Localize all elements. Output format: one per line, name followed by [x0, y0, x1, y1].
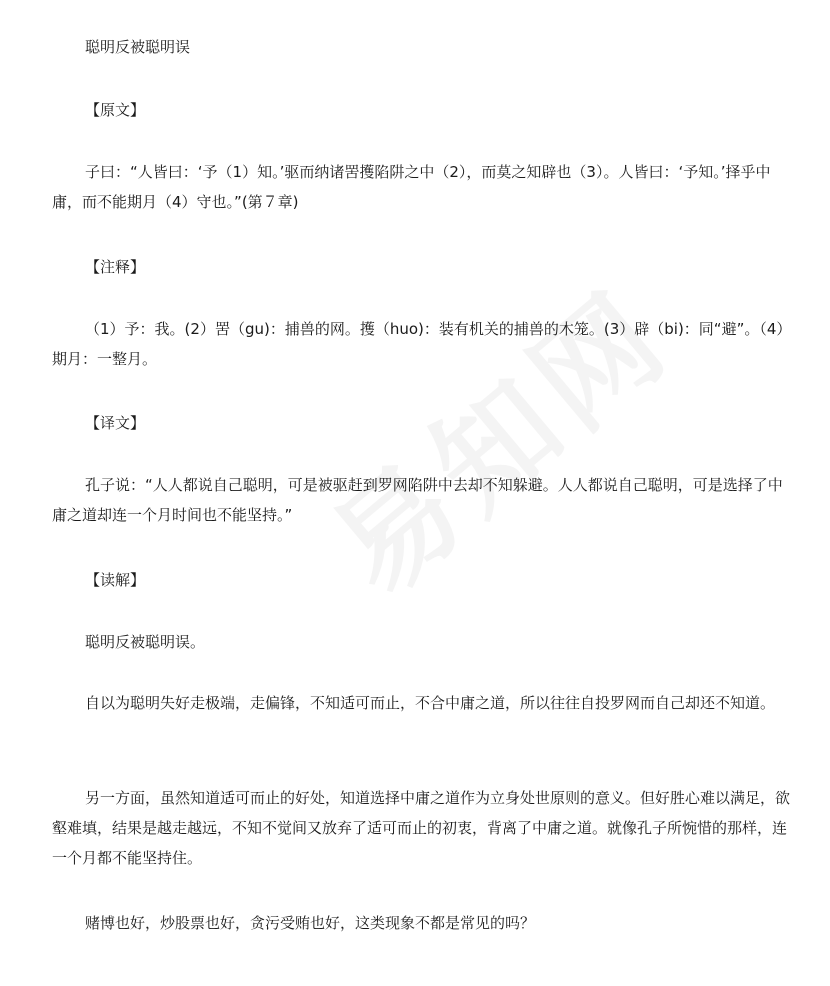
section-heading-notes: 【注释】	[85, 258, 146, 276]
translation-text: 孔子说：“人人都说自己聪明，可是被驱赶到罗网陷阱中去却不知躲避。人人都说自己聪明，可是选择了中庸之道却连一个月时间也不能坚持。”	[52, 476, 783, 524]
reading-paragraph-3: 赌博也好，炒股票也好，贪污受贿也好，这类现象不都是常见的吗？	[85, 914, 536, 932]
section-heading-original: 【原文】	[85, 101, 146, 119]
reading-paragraph-1: 自以为聪明失好走极端，走偏锋，不知适可而止，不合中庸之道，所以往往自投罗网而自己却还不知道。	[85, 694, 776, 712]
reading-title: 聪明反被聪明误。	[85, 633, 206, 651]
section-heading-reading: 【读解】	[85, 571, 146, 589]
section-heading-translation: 【译文】	[85, 414, 146, 432]
original-text: 子曰：“人皆曰：‘予（1）知。’驱而纳诸罟擭陷阱之中（2），而莫之知辟也（3）。人皆曰：‘予知。’择乎中庸，而不能期月（4）守也。”(第７章)	[52, 163, 771, 211]
reading-paragraph-2: 另一方面，虽然知道适可而止的好处，知道选择中庸之道作为立身处世原则的意义。但好胜心难以满足，欲壑难填，结果是越走越远，不知不觉间又放弃了适可而止的初衷，背离了中庸之道。就像孔子所惋惜的那样，连一个月都不能坚持住。	[52, 789, 791, 867]
document-title: 聪明反被聪明误	[85, 38, 191, 56]
notes-text: （1）予：我。(2）罟（gu)：捕兽的网。擭（huo)：装有机关的捕兽的木笼。(3）辟（bi)：同“避”。（4）期月：一整月。	[52, 320, 792, 368]
